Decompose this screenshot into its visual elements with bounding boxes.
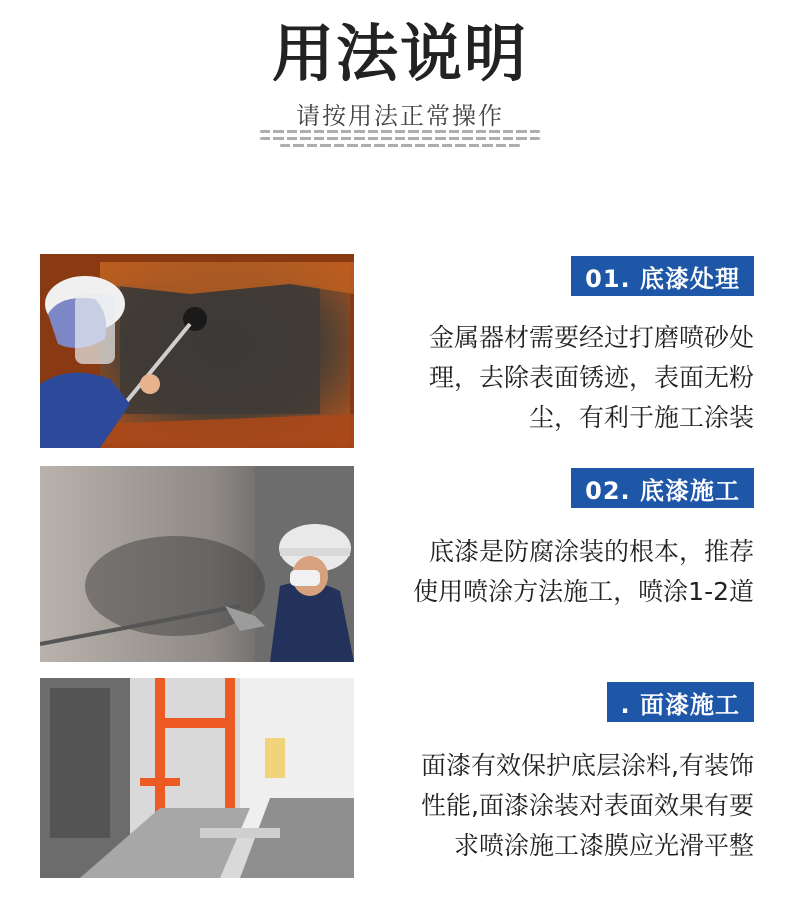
page-subtitle: 请按用法正常操作 bbox=[296, 102, 504, 130]
step-2-line: 使用喷涂方法施工，喷涂1-2道 bbox=[413, 577, 754, 606]
fine-print-line bbox=[260, 130, 540, 133]
fine-print-line bbox=[280, 144, 521, 147]
fine-print-line bbox=[260, 137, 540, 140]
step-2-line: 底漆是防腐涂装的根本，推荐 bbox=[428, 537, 754, 566]
step-1-line: 金属器材需要经过打磨喷砂处 bbox=[428, 323, 754, 352]
step-2-description bbox=[374, 532, 754, 612]
step-3-photo bbox=[40, 678, 354, 878]
step-section-2 bbox=[0, 466, 800, 662]
step-1-photo bbox=[40, 254, 354, 448]
step-2-badge: 02. 底漆施工 bbox=[571, 468, 754, 508]
step-3-description bbox=[374, 746, 754, 866]
page-title: 用法说明 bbox=[271, 17, 528, 90]
step-1-badge: 01. 底漆处理 bbox=[571, 256, 754, 296]
step-1-line: 尘，有利于施工涂装 bbox=[528, 403, 754, 432]
step-3-line: 求喷涂施工漆膜应光滑平整 bbox=[453, 831, 754, 860]
step-section-1 bbox=[0, 254, 800, 450]
step-2-photo bbox=[40, 466, 354, 662]
step-1-line: 理，去除表面锈迹，表面无粉 bbox=[428, 363, 754, 392]
step-3-line: 面漆有效保护底层涂料,有装饰 bbox=[421, 751, 754, 780]
step-3-badge: . 面漆施工 bbox=[607, 682, 754, 722]
fine-print-decoration bbox=[260, 130, 540, 160]
step-1-description bbox=[374, 318, 754, 438]
step-section-3 bbox=[0, 678, 800, 878]
step-3-line: 性能,面漆涂装对表面效果有要 bbox=[421, 791, 754, 820]
